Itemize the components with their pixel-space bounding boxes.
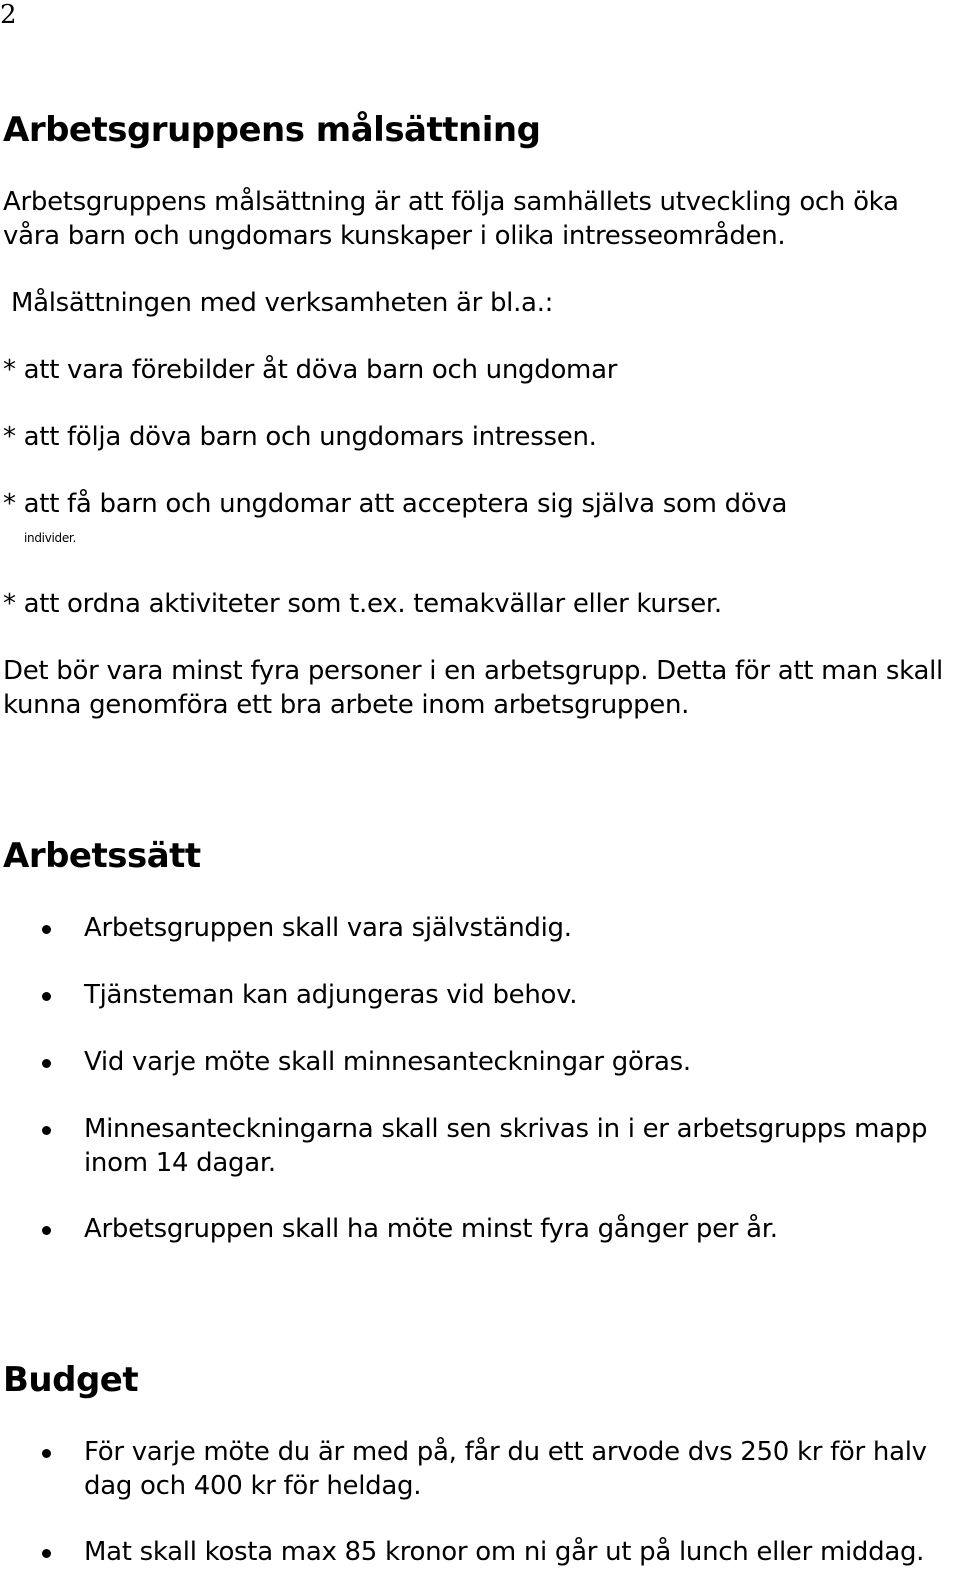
budget-item-1-line-1: För varje möte du är med på, får du ett arvode dvs 250 kr för halv bbox=[84, 1437, 927, 1467]
goal-item-1: * att vara förebilder åt döva barn och ungdomar bbox=[3, 355, 618, 385]
budget-item-2: Mat skall kosta max 85 kronor om ni går ut på lunch eller middag. bbox=[84, 1537, 925, 1567]
section-heading-arbetssatt: Arbetssätt bbox=[3, 836, 201, 876]
goal-item-2: * att följa döva barn och ungdomars intressen. bbox=[3, 422, 597, 452]
intro-line-2: våra barn och ungdomars kunskaper i olika intresseområden. bbox=[3, 221, 786, 251]
goal-item-3-line-1: * att få barn och ungdomar att acceptera sig själva som döva bbox=[3, 489, 788, 519]
members-line-2: kunna genomföra ett bra arbete inom arbetsgruppen. bbox=[3, 690, 690, 720]
members-line-1: Det bör vara minst fyra personer i en arbetsgrupp. Detta för att man skall bbox=[3, 656, 943, 686]
arbetssatt-item-4-line-2: inom 14 dagar. bbox=[84, 1148, 276, 1178]
bullet-icon bbox=[42, 992, 51, 1001]
budget-item-1-line-2: dag och 400 kr för heldag. bbox=[84, 1471, 422, 1501]
arbetssatt-item-5: Arbetsgruppen skall ha möte minst fyra gånger per år. bbox=[84, 1214, 778, 1244]
bullet-icon bbox=[42, 1226, 51, 1235]
arbetssatt-item-3: Vid varje möte skall minnesanteckningar göras. bbox=[84, 1047, 691, 1077]
intro-line-1: Arbetsgruppens målsättning är att följa samhällets utveckling och öka bbox=[3, 187, 899, 217]
bullet-icon bbox=[42, 1449, 51, 1458]
goal-item-3-line-2: individer. bbox=[24, 531, 76, 545]
section-heading-malsattning: Arbetsgruppens målsättning bbox=[3, 110, 541, 150]
section-heading-budget: Budget bbox=[3, 1360, 139, 1400]
arbetssatt-item-1: Arbetsgruppen skall vara självständig. bbox=[84, 913, 572, 943]
bullet-icon bbox=[42, 1126, 51, 1135]
bullet-icon bbox=[42, 1059, 51, 1068]
bullet-icon bbox=[42, 1549, 51, 1558]
arbetssatt-item-4-line-1: Minnesanteckningarna skall sen skrivas in i er arbetsgrupps mapp bbox=[84, 1114, 928, 1144]
page-number: 2 bbox=[0, 0, 17, 30]
arbetssatt-item-2: Tjänsteman kan adjungeras vid behov. bbox=[84, 980, 578, 1010]
goals-lead: Målsättningen med verksamheten är bl.a.: bbox=[3, 288, 554, 318]
goal-item-4: * att ordna aktiviteter som t.ex. temakvällar eller kurser. bbox=[3, 589, 722, 619]
bullet-icon bbox=[42, 925, 51, 934]
